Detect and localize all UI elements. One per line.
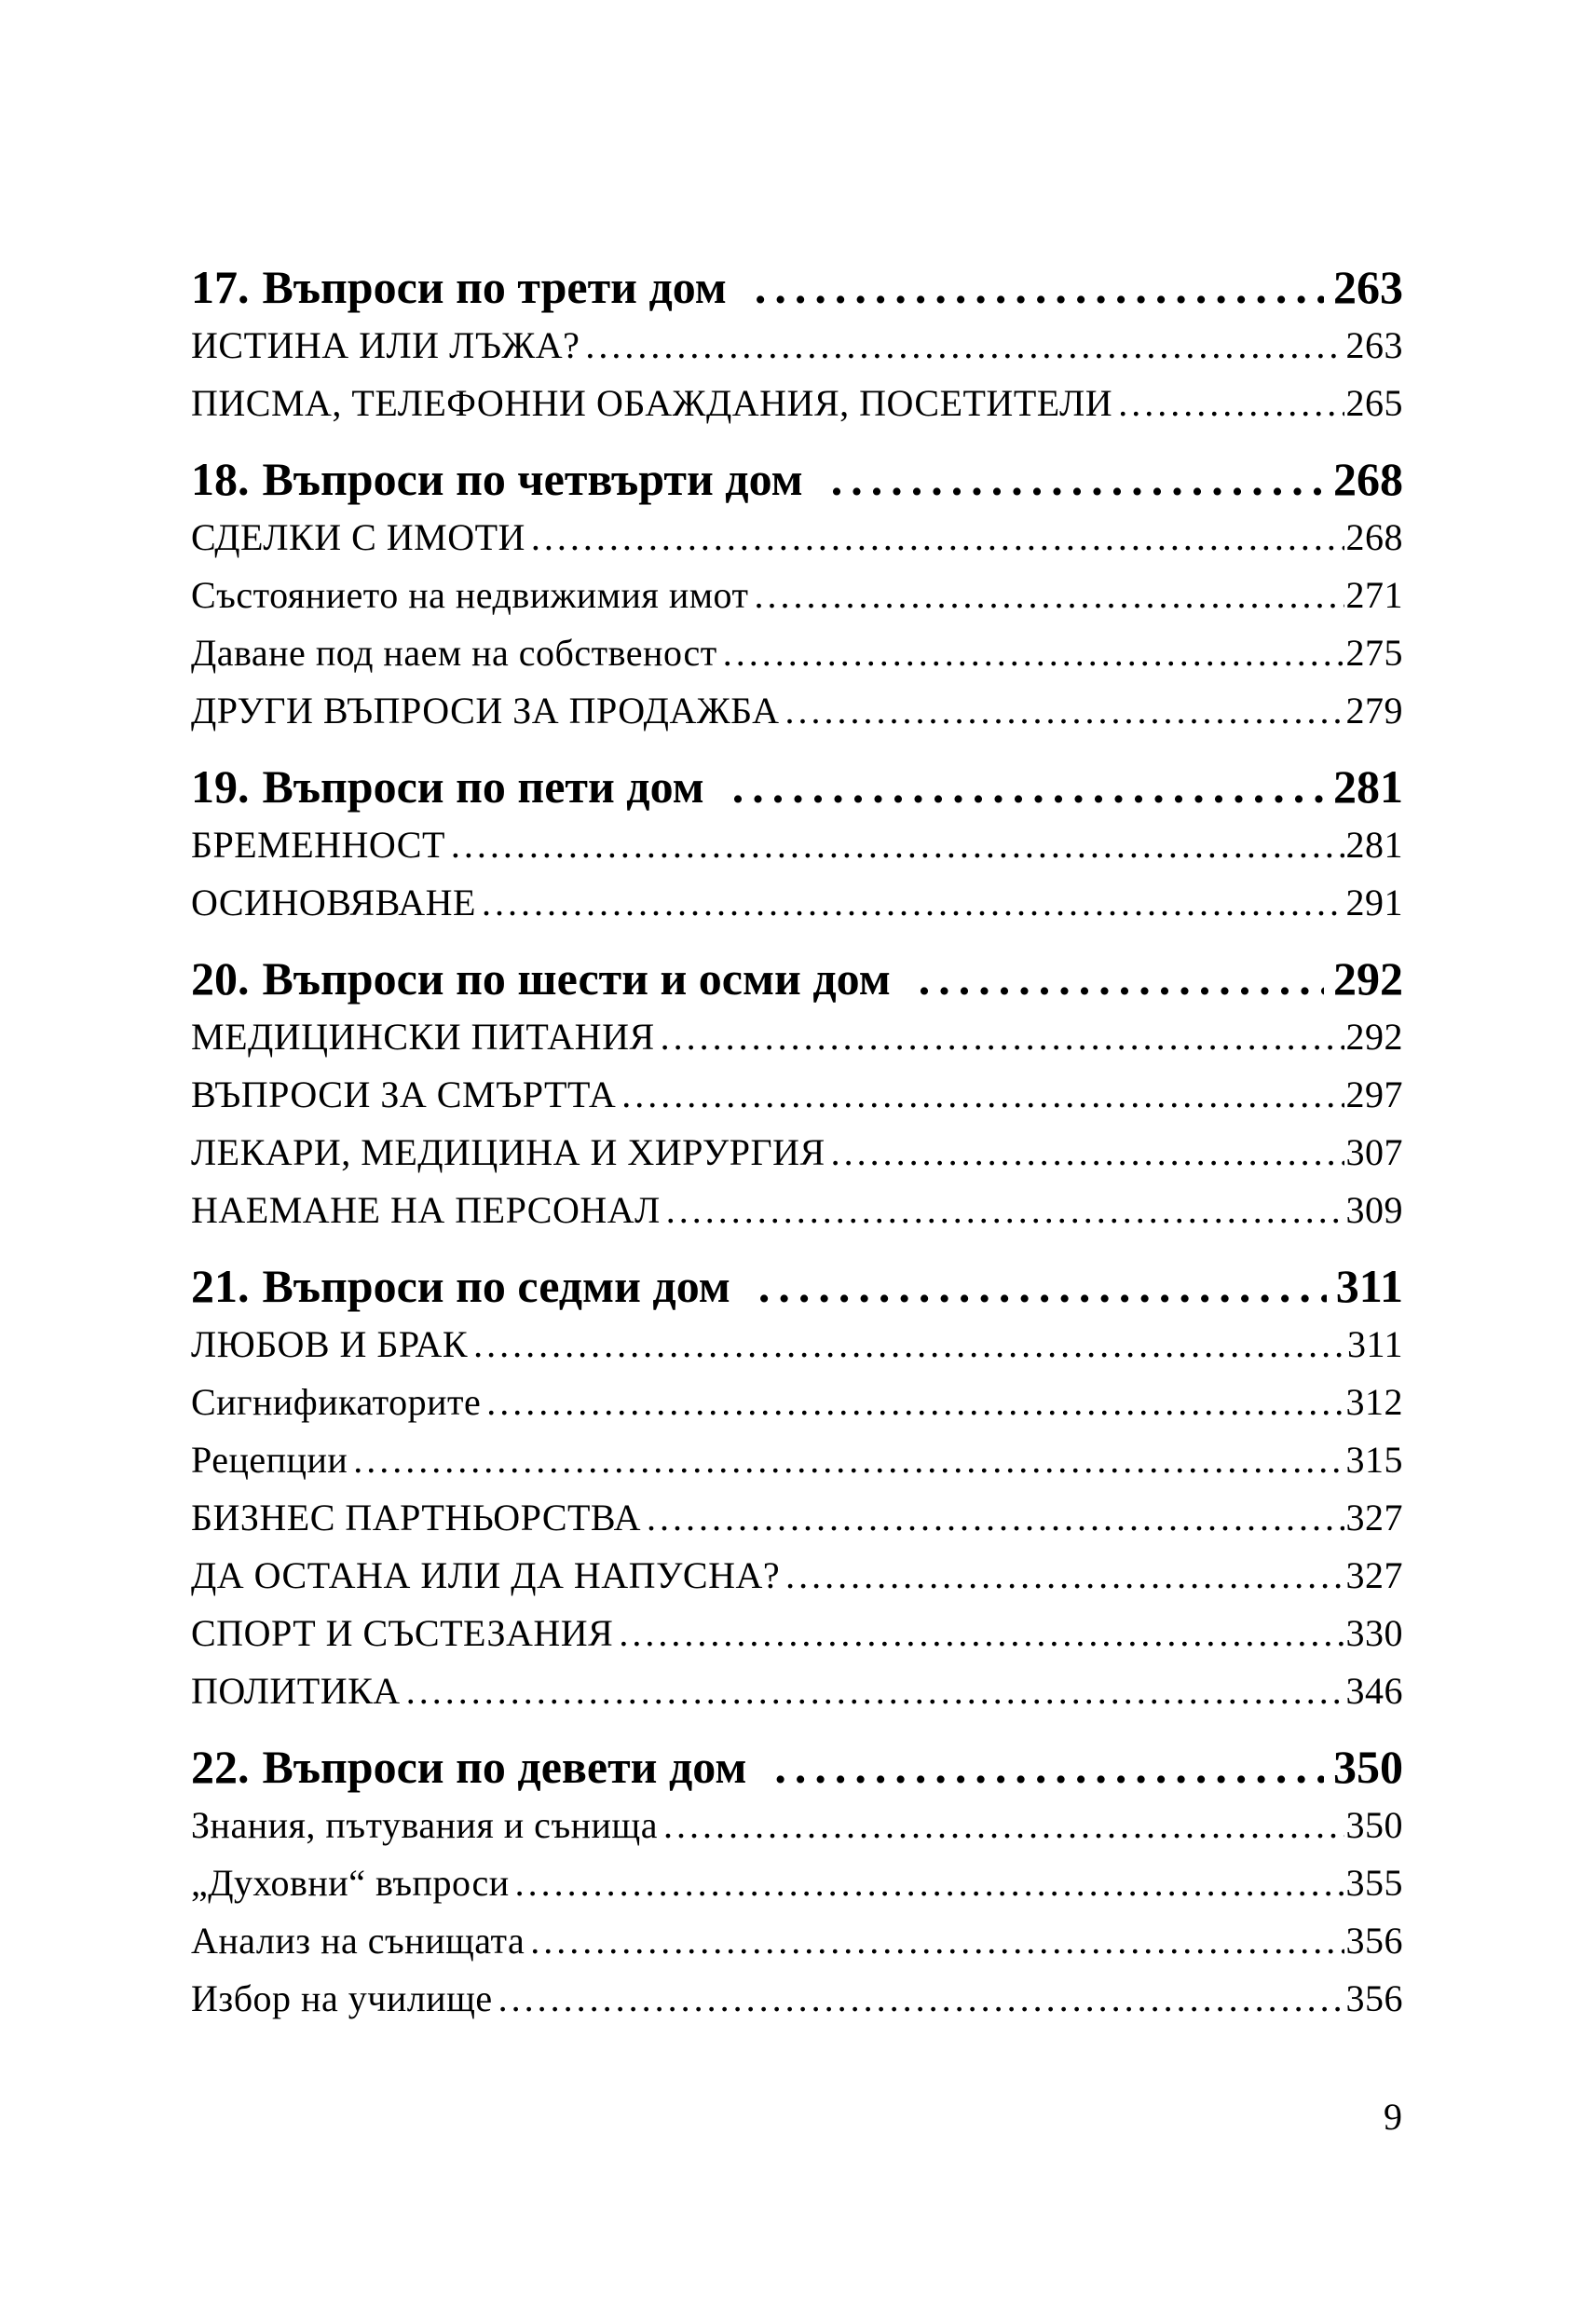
toc-item-row	[191, 1008, 1403, 1066]
page-footer	[1384, 2095, 1402, 2140]
item-page-number: 271	[1345, 574, 1403, 616]
chapter-title: Въпроси по трети дом	[262, 261, 727, 313]
item-title: Даване под наем на собственост	[191, 632, 717, 674]
dotted-leader	[755, 257, 1324, 317]
chapter-title: Въпроси по седми дом	[262, 1260, 730, 1312]
item-page-number: 356	[1345, 1977, 1403, 2019]
toc-chapter-row	[191, 449, 1403, 509]
dotted-leader	[774, 1737, 1324, 1797]
dotted-leader	[666, 1182, 1344, 1239]
item-page-number: 265	[1345, 382, 1403, 424]
chapter-page-number: 311	[1335, 1260, 1403, 1312]
item-title: ИСТИНА ИЛИ ЛЪЖА?	[191, 324, 580, 366]
dotted-leader	[530, 1912, 1344, 1970]
toc-item-row	[191, 1066, 1403, 1124]
item-page-number: 350	[1345, 1804, 1403, 1846]
chapter-page-number: 263	[1333, 261, 1403, 313]
dotted-leader	[785, 1547, 1344, 1605]
toc-item-row	[191, 1489, 1403, 1547]
item-title: Анализ на сънищата	[191, 1920, 525, 1962]
toc-item-row	[191, 1547, 1403, 1605]
item-page-number: 309	[1345, 1189, 1403, 1231]
toc-section	[191, 757, 1403, 932]
item-page-number: 297	[1345, 1073, 1403, 1115]
item-title: „Духовни“ въпроси	[191, 1862, 510, 1904]
item-page-number: 292	[1345, 1016, 1403, 1058]
toc-chapter-row	[191, 257, 1403, 317]
toc-item-row	[191, 1316, 1403, 1374]
item-title: Сигнификаторите	[191, 1381, 482, 1423]
toc-item-row	[191, 1124, 1403, 1182]
dotted-leader	[531, 509, 1344, 567]
toc-chapter-row	[191, 757, 1403, 816]
toc-chapter-row	[191, 1737, 1403, 1797]
toc-chapter-row	[191, 949, 1403, 1008]
chapter-number: 18.	[191, 453, 250, 505]
toc-item-row	[191, 1374, 1403, 1431]
item-page-number: 311	[1346, 1323, 1403, 1365]
toc-item-row	[191, 1912, 1403, 1970]
item-title: Избор на училище	[191, 1977, 493, 2019]
dotted-leader	[353, 1431, 1344, 1489]
chapter-number: 22.	[191, 1741, 250, 1793]
dotted-leader	[661, 1008, 1344, 1066]
toc-section	[191, 949, 1403, 1239]
chapter-page-number: 292	[1333, 952, 1403, 1005]
dotted-leader	[1118, 375, 1344, 432]
footer-page-number: 9	[1384, 2096, 1402, 2138]
chapter-title: Въпроси по четвърти дом	[262, 453, 803, 505]
toc-item-row	[191, 816, 1403, 874]
item-page-number: 315	[1345, 1439, 1403, 1481]
chapter-page-number: 268	[1333, 453, 1403, 505]
dotted-leader	[482, 874, 1344, 932]
toc-item-row	[191, 1182, 1403, 1239]
toc-section	[191, 1256, 1403, 1720]
dotted-leader	[723, 624, 1344, 682]
item-title: ПОЛИТИКА	[191, 1670, 401, 1712]
dotted-leader	[498, 1970, 1344, 2028]
chapter-page-number: 281	[1333, 760, 1403, 813]
dotted-leader	[515, 1854, 1344, 1912]
item-title: ПИСМА, ТЕЛЕФОННИ ОБАЖДАНИЯ, ПОСЕТИТЕЛИ	[191, 382, 1113, 424]
item-page-number: 327	[1345, 1554, 1403, 1596]
dotted-leader	[919, 949, 1324, 1008]
item-title: ДРУГИ ВЪПРОСИ ЗА ПРОДАЖБА	[191, 690, 780, 732]
item-title: Знания, пътувания и сънища	[191, 1804, 658, 1846]
item-page-number: 263	[1345, 324, 1403, 366]
toc-item-row	[191, 1797, 1403, 1854]
toc-item-row	[191, 682, 1403, 740]
toc-section	[191, 449, 1403, 740]
toc-item-row	[191, 1662, 1403, 1720]
item-title: СДЕЛКИ С ИМОТИ	[191, 516, 525, 558]
toc-item-row	[191, 874, 1403, 932]
chapter-page-number: 350	[1333, 1741, 1403, 1793]
item-page-number: 346	[1345, 1670, 1403, 1712]
item-page-number: 275	[1345, 632, 1403, 674]
toc-item-row	[191, 1605, 1403, 1662]
dotted-leader	[831, 449, 1324, 509]
chapter-title: Въпроси по девети дом	[262, 1741, 747, 1793]
item-title: БРЕМЕННОСТ	[191, 824, 445, 866]
chapter-title: Въпроси по пети дом	[262, 760, 704, 813]
item-page-number: 281	[1345, 824, 1403, 866]
dotted-leader	[486, 1374, 1344, 1431]
toc-chapter-row	[191, 1256, 1403, 1316]
item-title: МЕДИЦИНСКИ ПИТАНИЯ	[191, 1016, 655, 1058]
chapter-number: 17.	[191, 261, 250, 313]
dotted-leader	[451, 816, 1344, 874]
table-of-contents	[191, 257, 1403, 2044]
toc-section	[191, 257, 1403, 432]
item-page-number: 291	[1345, 882, 1403, 923]
item-page-number: 355	[1345, 1862, 1403, 1904]
toc-item-row	[191, 509, 1403, 567]
toc-item-row	[191, 1854, 1403, 1912]
item-page-number: 327	[1345, 1497, 1403, 1538]
item-page-number: 279	[1345, 690, 1403, 732]
item-title: ЛЕКАРИ, МЕДИЦИНА И ХИРУРГИЯ	[191, 1131, 825, 1173]
dotted-leader	[619, 1605, 1344, 1662]
dotted-leader	[785, 682, 1344, 740]
dotted-leader	[473, 1316, 1345, 1374]
chapter-number: 21.	[191, 1260, 250, 1312]
dotted-leader	[758, 1256, 1327, 1316]
toc-item-row	[191, 1431, 1403, 1489]
dotted-leader	[585, 317, 1344, 375]
item-title: БИЗНЕС ПАРТНЬОРСТВА	[191, 1497, 641, 1538]
item-title: ОСИНОВЯВАНЕ	[191, 882, 476, 923]
chapter-number: 19.	[191, 760, 250, 813]
item-title: ЛЮБОВ И БРАК	[191, 1323, 469, 1365]
item-page-number: 268	[1345, 516, 1403, 558]
dotted-leader	[755, 567, 1344, 624]
toc-item-row	[191, 317, 1403, 375]
dotted-leader	[732, 757, 1324, 816]
chapter-number: 20.	[191, 952, 250, 1005]
toc-item-row	[191, 567, 1403, 624]
toc-item-row	[191, 375, 1403, 432]
toc-section	[191, 1737, 1403, 2028]
item-page-number: 307	[1345, 1131, 1403, 1173]
item-page-number: 330	[1345, 1612, 1403, 1654]
toc-item-row	[191, 624, 1403, 682]
item-title: НАЕМАНЕ НА ПЕРСОНАЛ	[191, 1189, 661, 1231]
dotted-leader	[831, 1124, 1344, 1182]
dotted-leader	[621, 1066, 1344, 1124]
item-title: СПОРТ И СЪСТЕЗАНИЯ	[191, 1612, 614, 1654]
dotted-leader	[406, 1662, 1344, 1720]
item-page-number: 312	[1345, 1381, 1403, 1423]
dotted-leader	[663, 1797, 1344, 1854]
item-title: ВЪПРОСИ ЗА СМЪРТТА	[191, 1073, 617, 1115]
item-title: Състоянието на недвижимия имот	[191, 574, 749, 616]
chapter-title: Въпроси по шести и осми дом	[262, 952, 891, 1005]
item-title: Рецепции	[191, 1439, 348, 1481]
item-page-number: 356	[1345, 1920, 1403, 1962]
toc-item-row	[191, 1970, 1403, 2028]
item-title: ДА ОСТАНА ИЛИ ДА НАПУСНА?	[191, 1554, 781, 1596]
dotted-leader	[647, 1489, 1344, 1547]
